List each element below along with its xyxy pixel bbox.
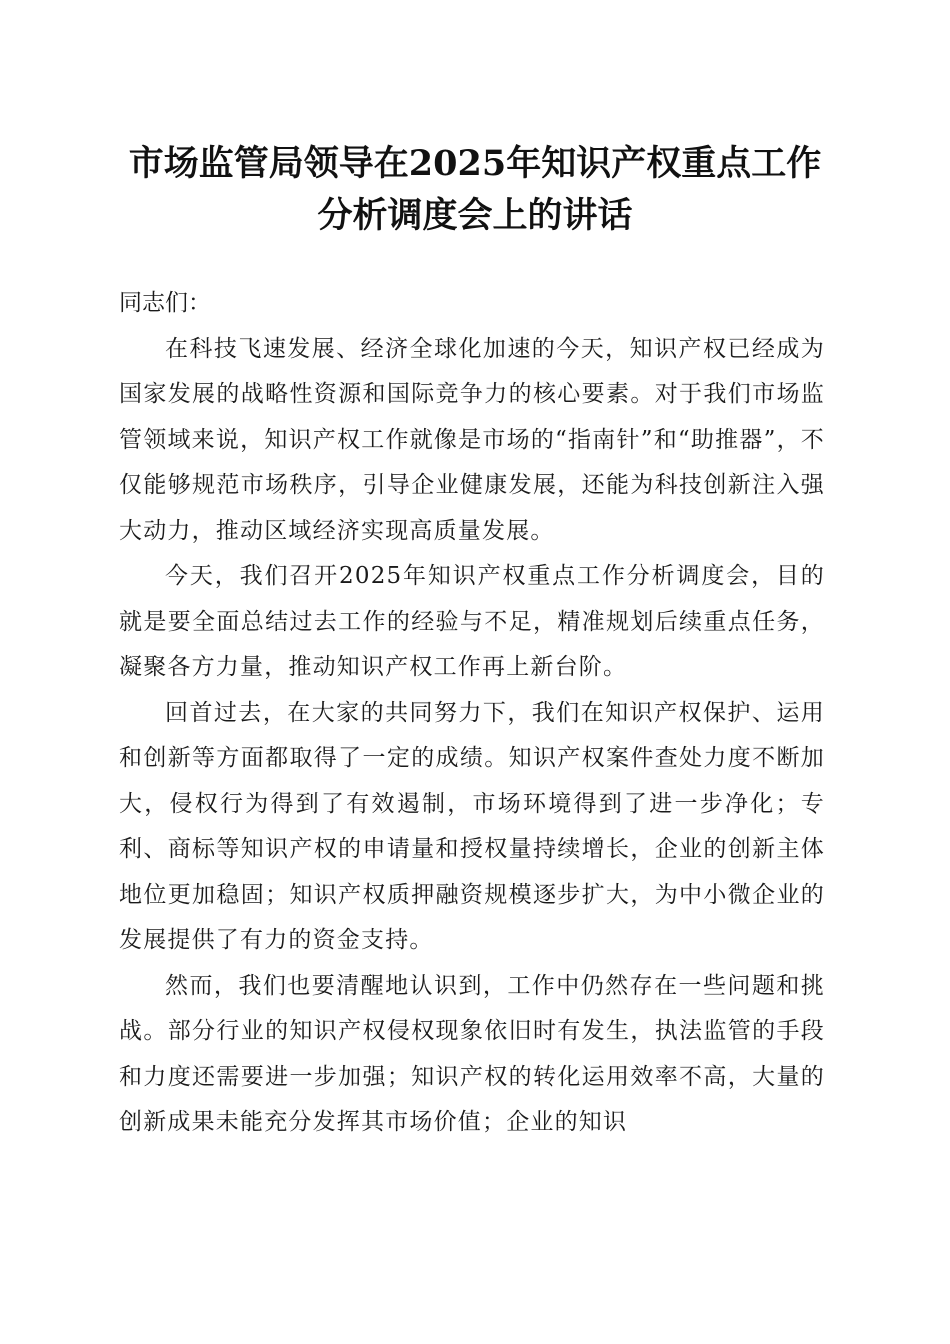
paragraph-3: 回首过去，在大家的共同努力下，我们在知识产权保护、运用和创新等方面都取得了一定的成绩。知识产权案件查处力度不断加大，侵权行为得到了有效遏制，市场环境得到了进一步净化；专利、商标等知识产权的申请量和授权量持续增长，企业的创新主体地位更加稳固；知识产权质押融资规模逐步扩大，为中小微企业的发展提供了有力的资金支持。 [119, 699, 825, 953]
document-title [100, 138, 850, 242]
title-line-1: 市场监管局领导在2025年知识产权重点工作 [128, 143, 822, 184]
title-line-2: 分析调度会上的讲话 [317, 195, 633, 236]
paragraph-2: 今天，我们召开2025年知识产权重点工作分析调度会，目的就是要全面总结过去工作的经验与不足，精准规划后续重点任务，凝聚各方力量，推动知识产权工作再上新台阶。 [119, 563, 825, 680]
paragraph-4: 然而，我们也要清醒地认识到，工作中仍然存在一些问题和挑战。部分行业的知识产权侵权现象依旧时有发生，执法监管的手段和力度还需要进一步加强；知识产权的转化运用效率不高，大量的创新成果未能充分发挥其市场价值；企业的知识 [119, 972, 825, 1135]
document-body [119, 281, 825, 1146]
salutation: 同志们： [119, 290, 211, 316]
paragraph-1: 在科技飞速发展、经济全球化加速的今天，知识产权已经成为国家发展的战略性资源和国际竞争力的核心要素。对于我们市场监管领域来说，知识产权工作就像是市场的“指南针”和“助推器”，不仅能够规范市场秩序，引导企业健康发展，还能为科技创新注入强大动力，推动区域经济实现高质量发展。 [119, 335, 825, 544]
